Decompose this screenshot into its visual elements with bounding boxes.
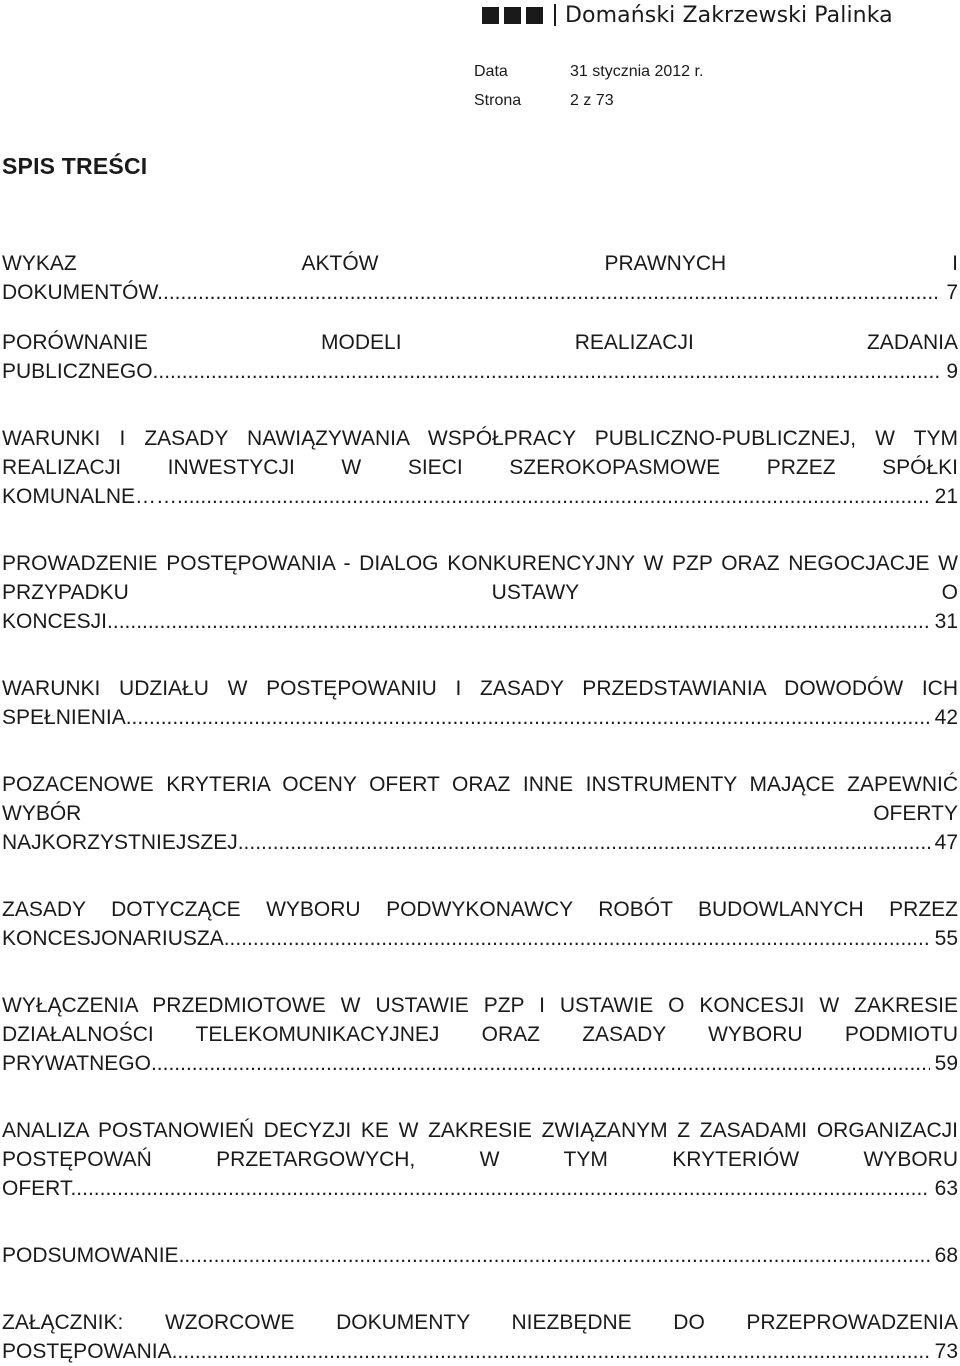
toc-leader-dots: [151, 1052, 958, 1075]
page-value: 2 z 73: [570, 92, 614, 109]
toc-entry[interactable]: [2, 991, 958, 1078]
toc-leader-dots: [153, 360, 958, 383]
toc-entry-title: PROWADZENIE POSTĘPOWANIA - DIALOG KONKURENCYJNY W PZP ORAZ NEGOCJACJE W PRZYPADKU USTAWY O KONCESJI: [2, 552, 958, 633]
toc-leader-dots: [126, 706, 958, 729]
toc-entry[interactable]: [2, 1308, 958, 1366]
logo-square-icon: [504, 7, 521, 24]
logo-text: Domański Zakrzewski Palinka: [565, 2, 893, 28]
toc-entry-title: WARUNKI I ZASADY NAWIĄZYWANIA WSPÓŁPRACY PUBLICZNO-PUBLICZNEJ, W TYM REALIZACJI INWESTYCJI W SIECI SZEROKOPASMOWE PRZEZ SPÓŁKI KOMUNALNE……: [2, 427, 958, 508]
toc-leader-dots: [107, 610, 958, 633]
toc-entry-title: POZACENOWE KRYTERIA OCENY OFERT ORAZ INNE INSTRUMENTY MAJĄCE ZAPEWNIĆ WYBÓR OFERTY NAJKORZYSTNIEJSZEJ: [2, 773, 958, 854]
toc-leader-dots: [224, 927, 958, 950]
toc-entry-title: WYKAZ AKTÓW PRAWNYCH I DOKUMENTÓW: [2, 252, 958, 304]
toc-entry-title: ANALIZA POSTANOWIEŃ DECYZJI KE W ZAKRESIE ZWIĄZANYM Z ZASADAMI ORGANIZACJI POSTĘPOWAŃ PRZETARGOWYCH, W TYM KRYTERIÓW WYBORU OFERT: [2, 1119, 958, 1200]
toc-entry[interactable]: [2, 674, 958, 732]
toc-entry-page: 21: [930, 482, 958, 511]
toc-entry-page: 31: [930, 607, 958, 636]
toc-entry-title: ZAŁĄCZNIK: WZORCOWE DOKUMENTY NIEZBĘDNE DO PRZEPROWADZENIA POSTĘPOWANIA: [2, 1311, 958, 1363]
toc-entry-page: 7: [941, 278, 958, 307]
toc-leader-dots: [177, 485, 958, 508]
toc-entry-page: 9: [941, 357, 958, 386]
toc-entry-title: ZASADY DOTYCZĄCE WYBORU PODWYKONAWCY ROBÓT BUDOWLANYCH PRZEZ KONCESJONARIUSZA: [2, 898, 958, 950]
toc-title: SPIS TREŚCI: [2, 153, 148, 179]
toc-entry-page: 73: [930, 1337, 958, 1366]
logo-square-icon: [526, 7, 543, 24]
date-label: Data: [474, 63, 508, 80]
toc-entry-page: 55: [930, 924, 958, 953]
toc-entry[interactable]: [2, 424, 958, 511]
toc-entry[interactable]: [2, 770, 958, 857]
toc-entry-title: WARUNKI UDZIAŁU W POSTĘPOWANIU I ZASADY PRZEDSTAWIANIA DOWODÓW ICH SPEŁNIENIA: [2, 677, 958, 729]
firm-logo: [482, 2, 893, 28]
toc-leader-dots: [238, 831, 958, 854]
toc-leader-dots: [70, 1177, 958, 1200]
toc-entry-page: 59: [930, 1049, 958, 1078]
toc-entry-page: 68: [930, 1241, 958, 1270]
toc-entry-title: PORÓWNANIE MODELI REALIZACJI ZADANIA PUBLICZNEGO: [2, 331, 958, 383]
logo-divider: [554, 4, 556, 26]
logo-square-icon: [482, 7, 499, 24]
toc-leader-dots: [172, 1340, 958, 1363]
date-value: 31 stycznia 2012 r.: [570, 63, 704, 80]
toc-entry-page: 63: [930, 1174, 958, 1203]
toc-entry-title: PODSUMOWANIE: [2, 1244, 179, 1267]
toc-entry-title: WYŁĄCZENIA PRZEDMIOTOWE W USTAWIE PZP I USTAWIE O KONCESJI W ZAKRESIE DZIAŁALNOŚCI TELEKOMUNIKACYJNEJ ORAZ ZASADY WYBORU PODMIOTU PRYWATNEGO: [2, 994, 958, 1075]
toc-entry[interactable]: [2, 1116, 958, 1203]
toc-entry[interactable]: [2, 328, 958, 386]
page-label: Strona: [474, 92, 522, 109]
toc-entry-page: 47: [930, 828, 958, 857]
toc-leader-dots: [157, 281, 958, 304]
toc-entry[interactable]: [2, 249, 958, 307]
toc-entry[interactable]: [2, 549, 958, 636]
toc-entry[interactable]: [2, 1241, 958, 1270]
toc-entry-page: 42: [930, 703, 958, 732]
table-of-contents: [2, 249, 958, 1366]
toc-entry[interactable]: [2, 895, 958, 953]
